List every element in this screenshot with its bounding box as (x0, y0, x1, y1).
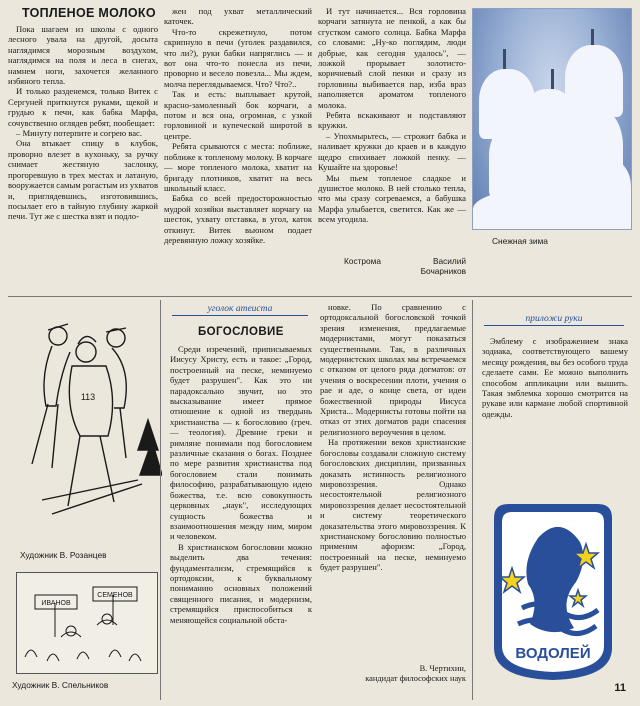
aquarius-label: ВОДОЛЕЙ (515, 645, 591, 662)
crafts-text (482, 336, 628, 456)
milk-signature-author: Василий Бочарников (420, 256, 466, 276)
milk-paragraph: жен под ухват металлический каточек. (164, 6, 312, 27)
aquarius-emblem (488, 498, 618, 684)
crafts-rubric: приложи руки (484, 314, 624, 326)
cartoon-caption: Художник В. Спельников (12, 680, 109, 690)
theology-signature-title: кандидат философских наук (365, 674, 466, 683)
photo-caption: Снежная зима (492, 236, 548, 246)
theology-paragraph: На протяжении веков христианские богословы создавали сложную систему богословских дисциплин, призванных доказать истинность религиозного мировоззрения. Однако несостоятельной религиозного мировоззрения делает несостоятельной и систему теоретического доказательства этого мировоззрения. К христианскому богословию полностью применим афоризм: „Город, построенный на песке, неминуемо будет разрушен". (320, 437, 466, 573)
milk-column-2 (164, 6, 312, 290)
article-title-milk: ТОПЛЕНОЕ МОЛОКО (22, 6, 156, 20)
milk-paragraph: – Минуту потерпите и согрею вас. (16, 128, 143, 139)
theology-paragraph: новке. По сравнению с ортодоксальной богословской точкой зрения изменения, предлагаемые модернистами, могут показаться существенными. Так, в различных модернистских школах мы встречаемся с отказом от целого ряда догматов: от учения о воскресении плоти, учения о рае и аде, о конце света, от идеи божественной природы Иисуса Христа... Модернисты готовы пойти на отказ от этих догматов ради спасения религиозного вероучения в целом. (320, 302, 466, 437)
milk-paragraph: Бабка со всей предосторожностью мудрой хозяйки выставляет корчагу на шесток, ухвату отставка, в угол, каток откинут. Витек вьюном подает деревянную ложку хозяйке. (164, 193, 312, 245)
theology-column-2 (320, 302, 466, 648)
page-number: 11 (614, 682, 626, 694)
milk-paragraph: Что-то скрежетнуло, потом скрипнуло в печи (уголек раздавился, что ли?), руки бабки напряглись — и вот она что-то понесла из печи, проворно и весело повезла... Мы ждем, молча переглядываемся. Что? Что?.. (164, 26, 312, 89)
milk-paragraph: Мы пьем топленое сладкое и душистое молоко. В ней столько тепла, что мы сразу согреваемся, а бабушка Марфа улыбается, светится. Как же — всем угодила. (318, 172, 466, 225)
milk-paragraph: Так и есть: выплывает крутой, красно-замоленный бок корчаги, а потом и вся она, огромная, с узкой горловиной и купеческой широтой в центре. (164, 89, 312, 141)
milk-paragraph: Ребята срываются с места: поближе, поближе к топленому молоку. В корчаге — море топленого молока, хватит на бригаду плотников, хватит на весь школьный класс. (164, 141, 312, 193)
cartoon-illustration (16, 572, 158, 674)
crafts-paragraph: Эмблему с изображением знака зодиака, соответствующего вашему месяцу рождения, вы без особого труда сделаете сами. Ее можно выполнить способом аппликации или вышить. Такая эмблемка хорошо смотрится на рукаве или кармане любой спортивной одежды. (482, 336, 628, 419)
milk-paragraph: Она втыкает спицу в клубок, проворно влезет в кухоньку, за ручку снимает жестяную заслонку, прогоревшую в трех местах и латаную, вооружается самым рогастым из ухватов и, приглядевшись, изготовившись, посылает его в тайную глубину жаркой печи. Тут же с шестка взят и подло- (8, 138, 158, 222)
theology-signature-author: В. Чертихин, (419, 664, 466, 673)
cartoon-sign-ivanov: ИВАНОВ (41, 600, 71, 607)
milk-column-3 (318, 6, 466, 252)
skier-illustration (12, 300, 162, 550)
milk-paragraph: И тут начинается... Вся горловина корчаги затянута не пенкой, а как бы сгустком самого солнца. Бабка Марфа со словами: „Ну-ко поглядим, люди добрые, как сегодня удалось", — ложкой прорывает золотисто-коричневый слой пенки и сразу из горловины выбивается пар, изба враз наполняется ароматом топленого молока. (318, 6, 466, 110)
winter-photo (472, 8, 632, 230)
skier-bib-number: 113 (80, 392, 96, 402)
theology-paragraph: Среди изречений, приписываемых Иисусу Христу, есть и такое: „Город, построенный на песке, неминуемо будет разрушен". Как это ни парадоксально звучит, но это высказывание имеет прямое отношение к одной из твердынь христианства — к богословию (греч. — теология). Древние греки и римляне понимали под богословием различные сказания о богах. Позднее по мере развития христианства под богословием стали понимать философию, разрабатывающую идею божества, т.е. всю совокупность церковных „наук", исследующих сущность божества и взаимоотношения между ним, миром и человеком. (170, 344, 312, 542)
cartoon-sign-semenov: СЕМЕНОВ (97, 592, 133, 599)
skier-caption: Художник В. Розанцев (20, 550, 107, 560)
milk-paragraph: И только разденемся, только Витек с Сергуней приткнутся руками, щекой и грудью к печи, как бабка Марфа, сочувственно оглядев ребят, пообещает: (8, 86, 158, 128)
article-title-theology: БОГОСЛОВИЕ (198, 326, 284, 338)
milk-paragraph: – Упохмырьтесь, — строжит бабка и наливает кружки до краев и в каждую щедро спихивает ложкой пенку. — Кушайте на здоровье! (318, 130, 466, 173)
theology-column-1 (170, 344, 312, 696)
milk-paragraph: Пока шагаем из школы с одного лесного увала на другой, досыта наглядимся морозным воздухом, наглядимся на поля и леса в снегах, намнем ноги, захочется желанного избяного тепла. (8, 24, 158, 87)
milk-signature-city: Кострома (344, 256, 381, 266)
theology-paragraph: В христианском богословии можно выделить два течения: фундаментализм, стремящийся к ортодоксии, к буквальному пониманию основных положений священного писания, и модернизм, стремящийся приспособиться к меняющейся социальной обста- (170, 541, 312, 625)
milk-column-1 (8, 24, 158, 290)
atheist-rubric: уголок атеиста (172, 304, 308, 316)
milk-paragraph: Ребята вскакивают и подставляют кружки. (318, 110, 466, 131)
